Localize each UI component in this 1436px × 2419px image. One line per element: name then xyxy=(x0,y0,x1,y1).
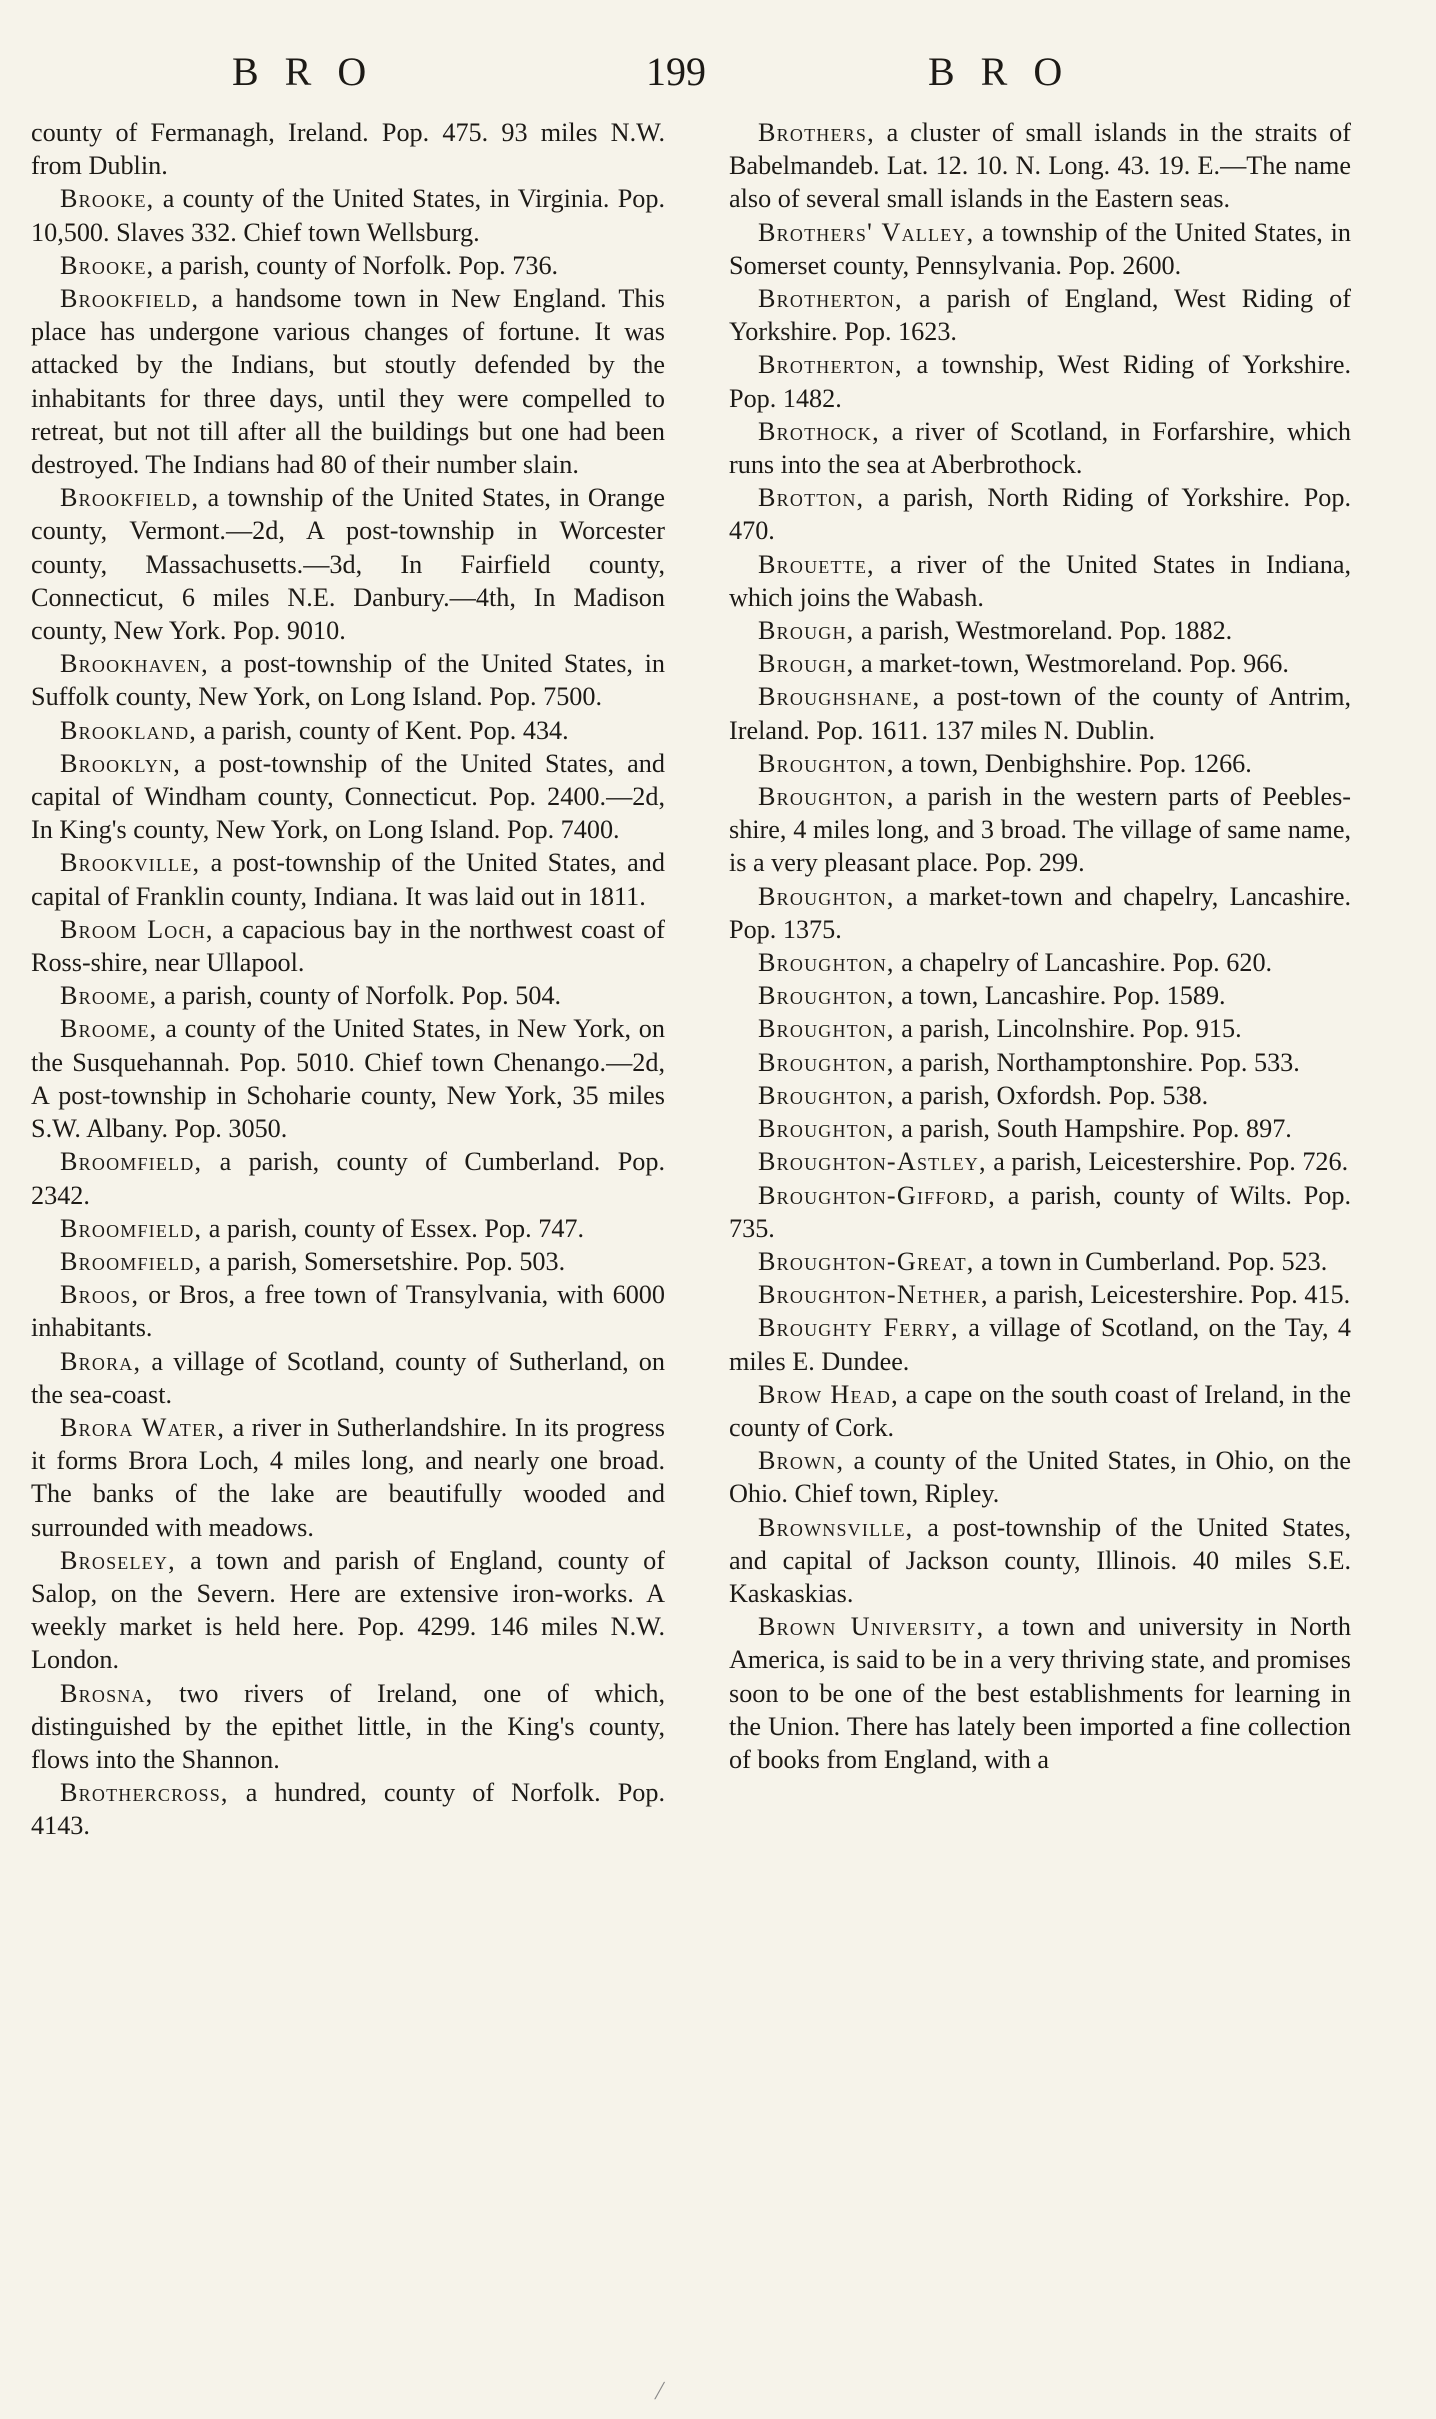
entry-text: a parish, Northamptonshire. Pop. 533. xyxy=(894,1047,1300,1077)
entry-headword: Brothers, xyxy=(758,118,875,147)
gazetteer-entry xyxy=(31,1776,665,1842)
entry-headword: Brothers' Valley, xyxy=(758,217,975,247)
entry-headword: Brouette, xyxy=(758,549,875,579)
entry-headword: Brothock, xyxy=(758,416,880,446)
entry-text: a market-town, Westmoreland. Pop. 966. xyxy=(854,649,1289,679)
gazetteer-entry xyxy=(31,747,665,847)
entry-text: a river of the United States in Indiana, which joins the Wabash. xyxy=(729,549,1351,612)
gazetteer-entry xyxy=(729,216,1351,282)
entry-headword: Brough, xyxy=(758,616,855,646)
entry-headword: Broomfield, xyxy=(60,1147,203,1177)
entry-headword: Broome, xyxy=(60,981,158,1011)
gazetteer-entry xyxy=(729,680,1351,746)
gazetteer-entry xyxy=(729,116,1351,216)
gazetteer-entry xyxy=(31,1245,665,1278)
entry-headword: Broughton, xyxy=(758,748,895,778)
entry-text: county of Fermanagh, Ireland. Pop. 475. 93 miles N.W. from Dublin. xyxy=(31,118,665,181)
gazetteer-entry xyxy=(729,415,1351,481)
entry-headword: Brooke, xyxy=(60,184,155,214)
gazetteer-entry xyxy=(31,647,665,713)
gazetteer-entry xyxy=(729,1444,1351,1510)
entry-headword: Broughton-Astley, xyxy=(758,1147,987,1177)
gazetteer-entry xyxy=(729,1245,1351,1278)
entry-text: a parish of England, West Riding of Yorkshire. Pop. 1623. xyxy=(729,284,1351,347)
gazetteer-entry xyxy=(729,1046,1351,1079)
gazetteer-entry xyxy=(729,614,1351,647)
gazetteer-entry xyxy=(729,1378,1351,1444)
gazetteer-entry xyxy=(729,647,1351,680)
entry-text: a hundred, county of Norfolk. Pop. 4143. xyxy=(31,1778,665,1841)
entry-text: a town, Denbighshire. Pop. 1266. xyxy=(894,748,1252,778)
entry-headword: Brownsville, xyxy=(758,1512,914,1542)
entry-text: a village of Scotland, on the Tay, 4 miles E. Dundee. xyxy=(729,1313,1351,1376)
gazetteer-entry xyxy=(729,1079,1351,1112)
entry-text: a town and university in North America, is said to be in a very thriving state, and promises soon to be one of the best establishments for learning in the Union. There has lately been imported a fine collection of books from England, with a xyxy=(729,1612,1352,1774)
gazetteer-entry xyxy=(729,780,1351,880)
entry-headword: Brosna, xyxy=(60,1678,154,1708)
entry-headword: Broomfield, xyxy=(60,1246,203,1276)
entry-text: a post-township of the United States, in Suffolk county, New York, on Long Island. Pop. 7500. xyxy=(31,649,665,712)
entry-text: a post-township of the United States, and capital of Franklin county, Indiana. It was laid out in 1811. xyxy=(31,848,665,911)
page-number: 199 xyxy=(646,49,706,94)
gazetteer-entry xyxy=(31,913,665,979)
entry-headword: Broos, xyxy=(60,1280,140,1310)
gazetteer-entry xyxy=(729,1511,1351,1611)
entry-text: a township of the United States, in Orange county, Vermont.—2d, A post-township in Worcester county, Massachusetts.—3d, In Fairfield county, Connecticut, 6 miles N.E. Danbury.—4th, In Madison county, New York. Pop. 9010. xyxy=(31,483,665,646)
entry-text: a parish in the western parts of Peebles-shire, 4 miles long, and 3 broad. The village of same name, is a very pleasant place. Pop. 299. xyxy=(729,782,1351,878)
left-column xyxy=(31,116,665,1843)
entry-text: two rivers of Ireland, one of which, distinguished by the epithet little, in the King's county, flows into the Shannon. xyxy=(31,1678,665,1774)
gazetteer-entry xyxy=(31,714,665,747)
gazetteer-entry xyxy=(729,946,1351,979)
entry-text: a parish, county of Norfolk. Pop. 504. xyxy=(157,981,562,1011)
entry-text: a parish, Lincolnshire. Pop. 915. xyxy=(894,1014,1242,1044)
entry-headword: Broughty Ferry, xyxy=(758,1313,959,1343)
entry-headword: Broomfield, xyxy=(60,1213,203,1243)
entry-text: a parish, Oxfordsh. Pop. 538. xyxy=(894,1080,1209,1110)
gazetteer-entry xyxy=(31,1345,665,1411)
entry-headword: Broom Loch, xyxy=(60,914,214,944)
entry-headword: Broughton, xyxy=(758,782,895,812)
gazetteer-entry xyxy=(729,1278,1351,1311)
entry-text: a parish, county of Norfolk. Pop. 736. xyxy=(154,250,559,280)
running-head-left: BRO xyxy=(232,49,393,94)
gazetteer-entry xyxy=(31,1411,665,1544)
entry-headword: Broughton, xyxy=(758,981,895,1011)
gazetteer-entry xyxy=(31,1012,665,1145)
entry-headword: Brough, xyxy=(758,649,855,679)
footer-mark: / xyxy=(653,2376,667,2405)
entry-text: a cape on the south coast of Ireland, in the county of Cork. xyxy=(729,1379,1351,1442)
gazetteer-entry xyxy=(31,1677,665,1777)
entry-text: a parish, county of Wilts. Pop. 735. xyxy=(729,1180,1351,1243)
entry-headword: Broughton, xyxy=(758,1014,895,1044)
entry-text: a river of Scotland, in Forfarshire, which runs into the sea at Aberbrothock. xyxy=(729,416,1351,480)
entry-headword: Broughton-Gifford, xyxy=(758,1180,996,1210)
entry-headword: Brown University, xyxy=(758,1612,985,1642)
entry-text: a town and parish of England, county of Salop, on the Severn. Here are extensive iron-works. A weekly market is held here. Pop. 4299. 146 miles N.W. London. xyxy=(31,1545,665,1675)
entry-text: a market-town and chapelry, Lancashire. Pop. 1375. xyxy=(729,881,1351,944)
gazetteer-entry xyxy=(729,880,1351,946)
gazetteer-entry xyxy=(729,1145,1351,1178)
gazetteer-entry xyxy=(31,1544,665,1677)
entry-text: a township of the United States, in Somerset county, Pennsylvania. Pop. 2600. xyxy=(729,217,1351,280)
entry-headword: Broughton, xyxy=(758,881,895,911)
entry-headword: Brookhaven, xyxy=(60,649,209,679)
entry-text: a cluster of small islands in the straits of Babelmandeb. Lat. 12. 10. N. Long. 43. 19. E.—The name also of several small islands in the Eastern seas. xyxy=(729,118,1351,214)
entry-headword: Broughton, xyxy=(758,1080,895,1110)
gazetteer-entry xyxy=(31,182,665,248)
entry-headword: Broughton-Nether, xyxy=(758,1280,989,1310)
entry-text: a chapelry of Lancashire. Pop. 620. xyxy=(894,948,1273,978)
gazetteer-entry xyxy=(31,1278,665,1344)
entry-headword: Brora Water, xyxy=(60,1412,226,1442)
entry-text: a parish, South Hampshire. Pop. 897. xyxy=(894,1114,1292,1144)
entry-headword: Broughton-Great, xyxy=(758,1246,975,1276)
entry-headword: Brotherton, xyxy=(758,284,903,314)
running-head xyxy=(0,48,1436,108)
entry-text: a river in Sutherlandshire. In its progress it forms Brora Loch, 4 miles long, and nearly one broad. The banks of the lake are beautifully wooded and surrounded with meadows. xyxy=(31,1412,666,1542)
entry-text: a parish, North Riding of Yorkshire. Pop. 470. xyxy=(729,483,1351,546)
entry-headword: Broughton, xyxy=(758,948,895,978)
gazetteer-entry xyxy=(729,1112,1351,1145)
entry-text: a parish, Somersetshire. Pop. 503. xyxy=(202,1246,566,1276)
right-column xyxy=(729,116,1351,1776)
gazetteer-entry xyxy=(31,979,665,1012)
entry-text: a town, Lancashire. Pop. 1589. xyxy=(894,981,1226,1011)
entry-headword: Broseley, xyxy=(60,1545,176,1575)
entry-headword: Broughshane, xyxy=(758,682,921,712)
entry-text: a township, West Riding of Yorkshire. Pop. 1482. xyxy=(729,350,1351,413)
entry-headword: Brown, xyxy=(758,1446,845,1476)
entry-text: a post-town of the county of Antrim, Ireland. Pop. 1611. 137 miles N. Dublin. xyxy=(729,682,1351,745)
gazetteer-entry xyxy=(729,747,1351,780)
entry-text: a post-township of the United States, and capital of Windham county, Connecticut. Pop. 2400.—2d, In King's county, New York, on Long Island. Pop. 7400. xyxy=(31,748,665,845)
entry-headword: Brookland, xyxy=(60,715,198,745)
gazetteer-entry xyxy=(729,1311,1351,1377)
entry-headword: Broughton, xyxy=(758,1047,895,1077)
entry-headword: Brora, xyxy=(60,1346,142,1376)
gazetteer-entry xyxy=(729,1610,1351,1776)
gazetteer-entry xyxy=(729,348,1351,414)
gazetteer-entry xyxy=(729,481,1351,547)
gazetteer-entry xyxy=(31,481,665,647)
entry-headword: Brooke, xyxy=(60,250,155,280)
gazetteer-entry xyxy=(31,1145,665,1211)
gazetteer-entry xyxy=(31,249,665,282)
entry-text: a handsome town in New England. This place has undergone various changes of fortune. It was attacked by the Indians, but stoutly defended by the inhabitants for three days, until they were compelled to retreat, but not till after all the buildings but one had been destroyed. The Indians had 80 of their number slain. xyxy=(31,284,665,480)
entry-text: a parish, county of Essex. Pop. 747. xyxy=(202,1213,585,1243)
entry-text: or Bros, a free town of Transylvania, with 6000 inhabitants. xyxy=(31,1280,665,1343)
entry-text: a parish, Leicestershire. Pop. 415. xyxy=(988,1280,1351,1310)
entry-text: a county of the United States, in New York, on the Susquehannah. Pop. 5010. Chief town Chenango.—2d, A post-township in Schoharie county, New York, 35 miles S.W. Albany. Pop. 3050. xyxy=(31,1014,665,1144)
entry-text: a village of Scotland, county of Sutherland, on the sea-coast. xyxy=(31,1346,665,1409)
entry-text: a town in Cumberland. Pop. 523. xyxy=(974,1246,1328,1276)
entry-text: a post-township of the United States, and capital of Jackson county, Illinois. 40 miles S.E. Kaskaskias. xyxy=(729,1512,1351,1608)
entry-text: a parish, county of Kent. Pop. 434. xyxy=(197,715,569,745)
entry-headword: Brow Head, xyxy=(758,1379,899,1409)
entry-text: a county of the United States, in Ohio, on the Ohio. Chief town, Ripley. xyxy=(729,1446,1351,1509)
entry-headword: Brotton, xyxy=(758,483,865,513)
entry-text: a county of the United States, in Virginia. Pop. 10,500. Slaves 332. Chief town Wellsburg. xyxy=(31,184,665,247)
entry-headword: Brotherton, xyxy=(758,350,903,380)
running-head-right: BRO xyxy=(928,49,1089,94)
entry-text: a parish, county of Cumberland. Pop. 2342. xyxy=(31,1147,665,1210)
gazetteer-entry xyxy=(31,1212,665,1245)
gazetteer-entry xyxy=(729,1012,1351,1045)
gazetteer-entry xyxy=(31,116,665,182)
gazetteer-entry xyxy=(729,979,1351,1012)
entry-headword: Brookfield, xyxy=(60,483,200,513)
entry-text: a parish, Leicestershire. Pop. 726. xyxy=(986,1147,1349,1177)
entry-headword: Brookfield, xyxy=(60,284,200,314)
entry-headword: Brookville, xyxy=(60,848,201,878)
gazetteer-entry xyxy=(31,282,665,481)
gazetteer-entry xyxy=(729,1179,1351,1245)
gazetteer-entry xyxy=(729,548,1351,614)
entry-headword: Brothercross, xyxy=(60,1778,229,1808)
entry-headword: Broome, xyxy=(60,1014,158,1044)
entry-text: a parish, Westmoreland. Pop. 1882. xyxy=(854,616,1233,646)
gazetteer-entry xyxy=(31,846,665,912)
entry-headword: Brooklyn, xyxy=(60,748,182,778)
gazetteer-entry xyxy=(729,282,1351,348)
entry-text: a capacious bay in the northwest coast of Ross-shire, near Ullapool. xyxy=(31,914,665,978)
entry-headword: Broughton, xyxy=(758,1114,895,1144)
